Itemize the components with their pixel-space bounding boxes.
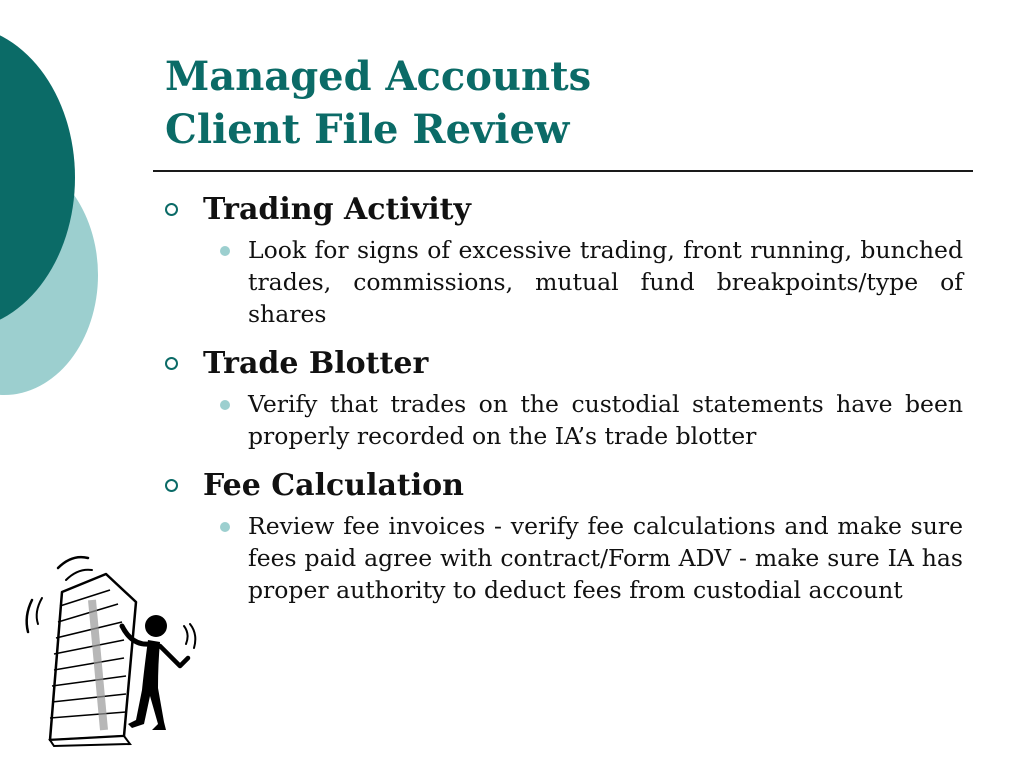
dot-bullet-icon <box>220 246 230 256</box>
section-heading: Trading Activity <box>203 192 471 227</box>
section-trade-blotter <box>165 344 963 452</box>
sub-bullet-text: Look for signs of excessive trading, front running, bunched trades, commissions, mutual fund breakpoints/type of shares <box>248 236 963 328</box>
bullet-content <box>165 190 963 606</box>
person-with-paper-stack-icon <box>20 540 200 750</box>
sub-bullet-text: Review fee invoices - verify fee calculations and make sure fees paid agree with contract/Form ADV - make sure IA has proper authority to deduct fees from custodial account <box>248 512 963 604</box>
title-line-1: Managed Accounts <box>165 53 592 100</box>
title-line-2: Client File Review <box>165 106 570 153</box>
sub-bullet <box>203 234 963 330</box>
section-heading: Fee Calculation <box>203 468 464 503</box>
sub-bullet <box>203 510 963 606</box>
hollow-circle-bullet-icon <box>165 203 178 216</box>
dot-bullet-icon <box>220 400 230 410</box>
section-heading: Trade Blotter <box>203 346 429 381</box>
sub-bullet <box>203 388 963 452</box>
hollow-circle-bullet-icon <box>165 479 178 492</box>
slide-title <box>165 50 591 156</box>
section-fee-calculation <box>165 466 963 606</box>
title-divider <box>153 170 973 172</box>
section-trading-activity <box>165 190 963 330</box>
dot-bullet-icon <box>220 522 230 532</box>
hollow-circle-bullet-icon <box>165 357 178 370</box>
sub-bullet-text: Verify that trades on the custodial statements have been properly recorded on the IA’s trade blotter <box>248 390 963 450</box>
